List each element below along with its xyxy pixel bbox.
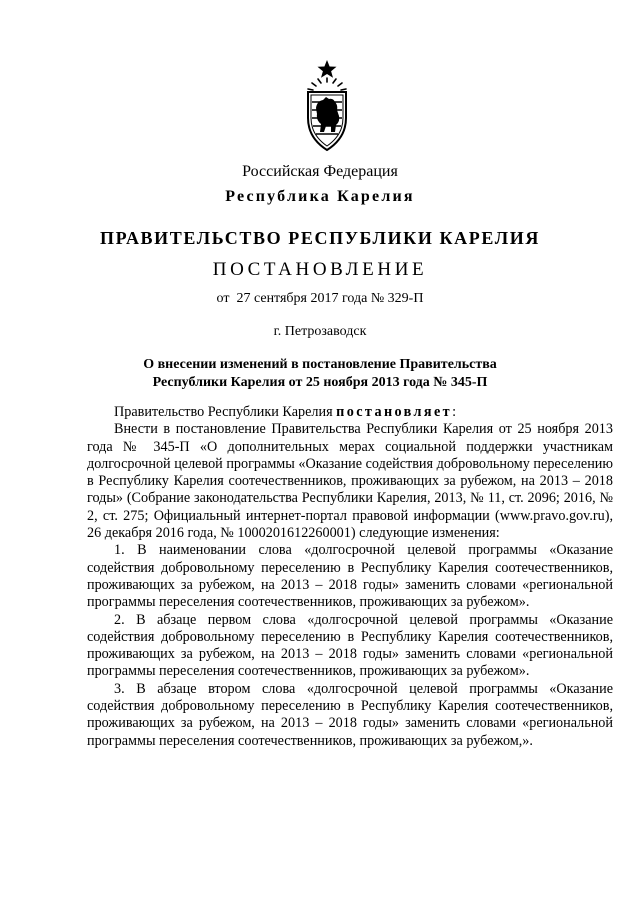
intro-paragraph bbox=[87, 404, 613, 421]
date-number-line: от 27 сентября 2017 года № 329-П bbox=[216, 291, 424, 306]
paragraph-amendments: Внести в постановление Правительства Республики Карелия от 25 ноября 2013 года № 345-П «О дополнительных мерах социальной поддержки участникам долгосрочной целевой программы «Оказание содействия добровольному переселению в Республику Карелия соотечественников, проживающих за рубежом, на 2013 – 2018 годы» (Собрание законодательства Республики Карелия, 2013, № 11, ст. 2096; 2016, № 2, ст. 275; Официальный интернет-портал правовой информации (www.pravo.gov.ru), 26 декабря 2016 года, № 1000201612260001) следующие изменения: bbox=[87, 421, 613, 542]
paragraph-item-1: 1. В наименовании слова «долгосрочной целевой программы «Оказание содействия добровольному переселению в Республику Карелия соотечественников, проживающих за рубежом, на 2013 – 2018 годы» заменить словами «региональной программы переселения соотечественников, проживающих за рубежом». bbox=[87, 542, 613, 611]
republic-name: Республика Карелия bbox=[225, 188, 415, 205]
government-title: ПРАВИТЕЛЬСТВО РЕСПУБЛИКИ КАРЕЛИЯ bbox=[100, 228, 540, 248]
document-body bbox=[87, 404, 613, 750]
subject-line-2: Республики Карелия от 25 ноября 2013 года № 345-П bbox=[152, 375, 488, 390]
star-icon bbox=[318, 60, 337, 78]
document-type: ПОСТАНОВЛЕНИЕ bbox=[212, 259, 428, 280]
resolves-verb: постановляет bbox=[336, 404, 453, 420]
document-subject bbox=[0, 356, 640, 392]
sun-rays-icon bbox=[308, 78, 346, 90]
paragraph-item-3: 3. В абзаце втором слова «долгосрочной целевой программы «Оказание содействия добровольному переселению в Республику Карелия соотечественников, проживающих за рубежом, на 2013 – 2018 годы» заменить словами «региональной программы переселения соотечественников, проживающих за рубежом,». bbox=[87, 680, 613, 749]
paragraph-item-2: 2. В абзаце первом слова «долгосрочной целевой программы «Оказание содействия добровольному переселению в Республику Карелия соотечественников, проживающих за рубежом, на 2013 – 2018 годы» заменить словами «региональной программы переселения соотечественников, проживающих за рубежом». bbox=[87, 611, 613, 680]
intro-end: : bbox=[452, 404, 457, 420]
country-name: Российская Федерация bbox=[242, 163, 398, 180]
intro-text: Правительство Республики Карелия bbox=[114, 404, 337, 420]
coat-of-arms-emblem bbox=[302, 58, 352, 154]
city-name: г. Петрозаводск bbox=[273, 324, 367, 339]
subject-line-1: О внесении изменений в постановление Правительства bbox=[143, 357, 497, 372]
